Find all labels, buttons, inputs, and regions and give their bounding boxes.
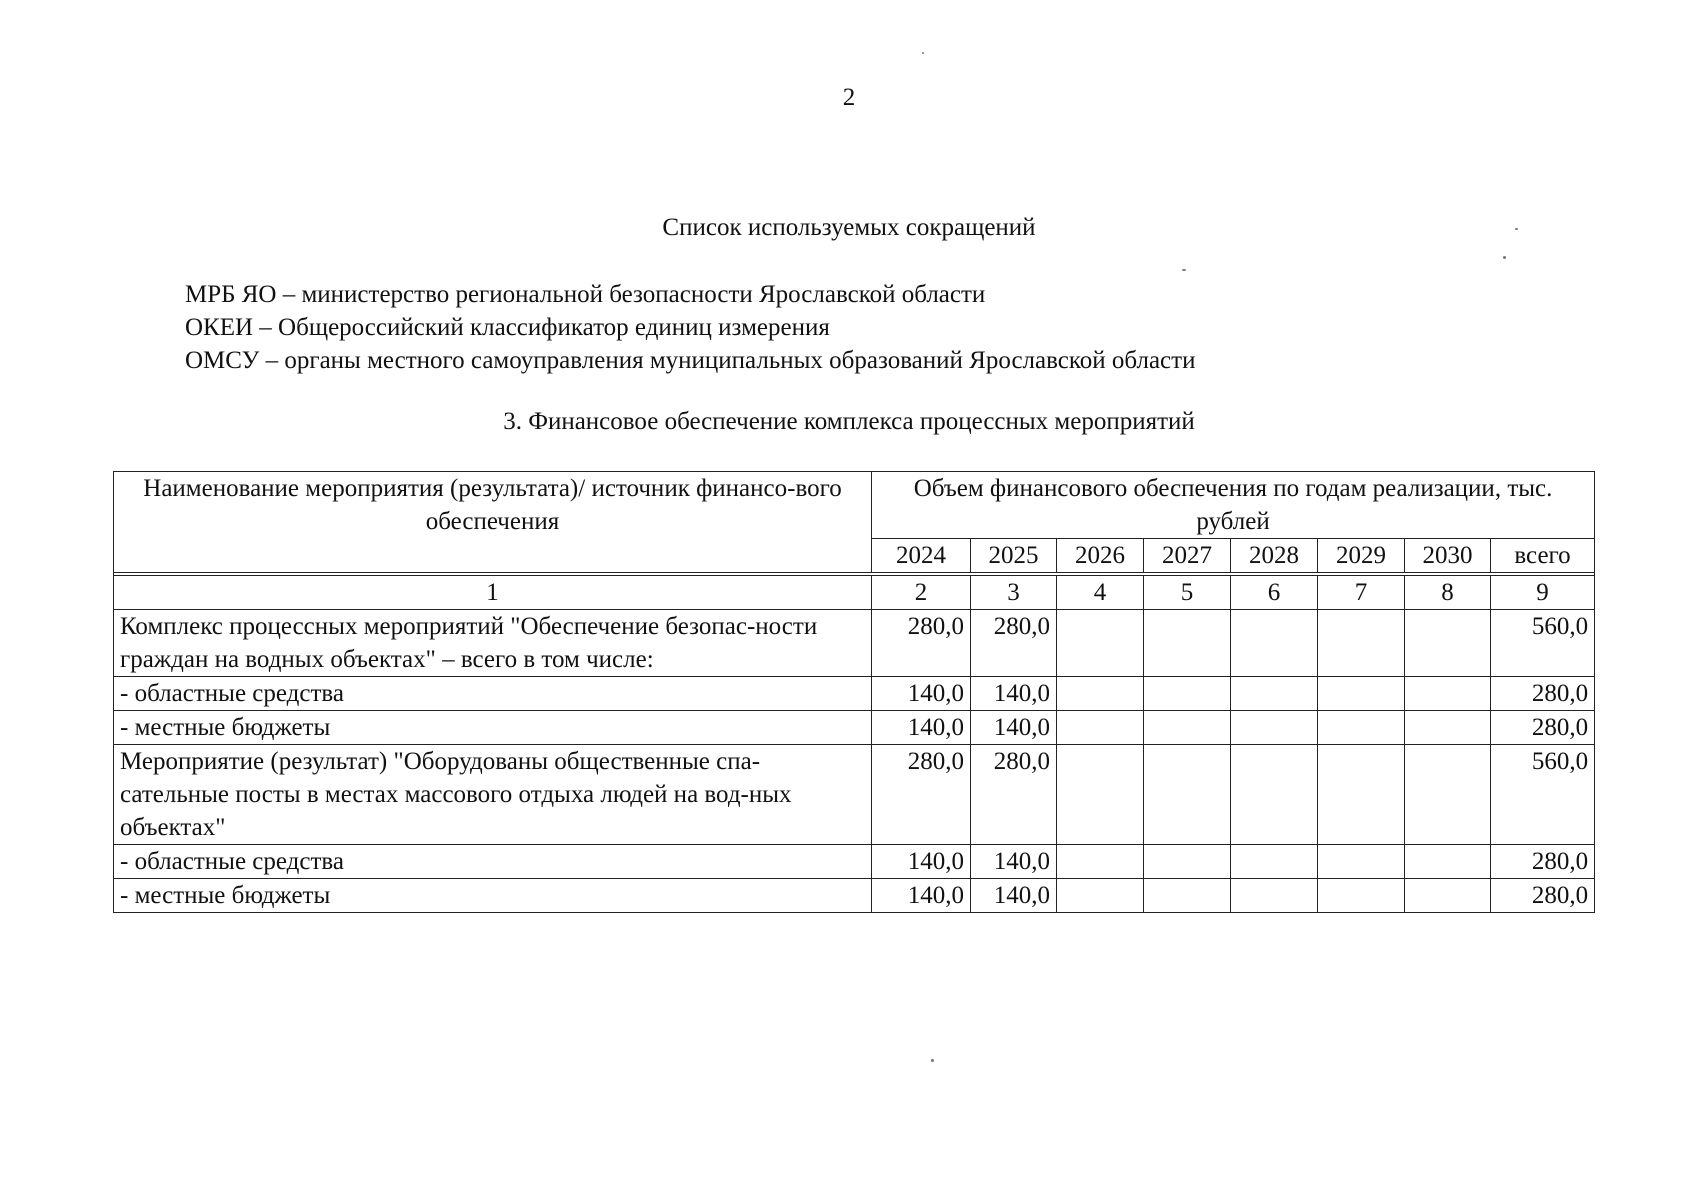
value-cell — [1057, 610, 1144, 677]
value-cell: 140,0 — [971, 677, 1057, 711]
scan-speck — [931, 1059, 934, 1062]
value-cell: 140,0 — [971, 845, 1057, 879]
value-cell — [1405, 879, 1491, 913]
value-cell: 280,0 — [872, 745, 971, 845]
column-number-cell: 3 — [971, 576, 1057, 610]
year-cell: 2025 — [971, 539, 1057, 573]
value-cell: 560,0 — [1491, 610, 1595, 677]
year-cell: всего — [1491, 539, 1595, 573]
value-cell — [1057, 845, 1144, 879]
column-number-cell: 5 — [1144, 576, 1231, 610]
value-cell: 140,0 — [872, 845, 971, 879]
value-cell — [1318, 879, 1405, 913]
value-cell: 140,0 — [872, 677, 971, 711]
year-cell: 2026 — [1057, 539, 1144, 573]
year-cell: 2028 — [1231, 539, 1318, 573]
value-cell: 280,0 — [971, 745, 1057, 845]
page-number: 2 — [842, 84, 856, 111]
scan-speck — [1515, 228, 1518, 230]
value-cell — [1405, 677, 1491, 711]
value-cell — [1144, 610, 1231, 677]
value-cell: 280,0 — [971, 610, 1057, 677]
scan-speck — [1503, 256, 1506, 259]
year-cell: 2030 — [1405, 539, 1491, 573]
value-cell — [1318, 845, 1405, 879]
value-cell — [1057, 677, 1144, 711]
column-number-cell: 4 — [1057, 576, 1144, 610]
table-row — [114, 711, 1595, 745]
value-cell — [1144, 711, 1231, 745]
row-name-cell: - областные средства — [114, 845, 872, 879]
value-cell: 140,0 — [872, 711, 971, 745]
column-number-cell: 2 — [872, 576, 971, 610]
column-number-cell: 1 — [114, 576, 872, 610]
column-number-cell: 6 — [1231, 576, 1318, 610]
table-row — [114, 879, 1595, 913]
value-cell: 140,0 — [872, 879, 971, 913]
row-name-cell: Комплекс процессных мероприятий "Обеспечение безопас-ности граждан на водных объектах" – всего в том числе: — [114, 610, 872, 677]
column-number-cell: 9 — [1491, 576, 1595, 610]
table-row — [114, 610, 1595, 677]
value-cell — [1144, 745, 1231, 845]
value-cell — [1318, 711, 1405, 745]
year-cell: 2024 — [872, 539, 971, 573]
header-volume-cell: Объем финансового обеспечения по годам реализации, тыс. рублей — [872, 472, 1595, 539]
abbreviations-list — [185, 278, 1195, 377]
value-cell — [1057, 745, 1144, 845]
value-cell: 280,0 — [1491, 711, 1595, 745]
scan-speck — [1182, 269, 1186, 271]
value-cell: 280,0 — [1491, 879, 1595, 913]
value-cell — [1405, 845, 1491, 879]
value-cell — [1318, 745, 1405, 845]
value-cell — [1231, 711, 1318, 745]
value-cell — [1231, 745, 1318, 845]
table-row — [114, 677, 1595, 711]
row-name-cell: - областные средства — [114, 677, 872, 711]
scan-speck — [922, 52, 924, 54]
column-numbers-row — [114, 576, 1595, 610]
value-cell — [1231, 677, 1318, 711]
table-row — [114, 745, 1595, 845]
row-name-cell: - местные бюджеты — [114, 879, 872, 913]
abbreviation-item: ОКЕИ – Общероссийский классификатор единиц измерения — [185, 314, 830, 341]
value-cell — [1405, 610, 1491, 677]
header-name-cell: Наименование мероприятия (результата)/ источник финансо-вого обеспечения — [114, 472, 872, 573]
abbreviation-item: МРБ ЯО – министерство региональной безопасности Ярославской области — [185, 281, 986, 308]
value-cell: 280,0 — [1491, 845, 1595, 879]
value-cell — [1144, 677, 1231, 711]
value-cell — [1231, 879, 1318, 913]
year-cell: 2027 — [1144, 539, 1231, 573]
value-cell — [1318, 677, 1405, 711]
value-cell — [1231, 845, 1318, 879]
abbreviation-item: ОМСУ – органы местного самоуправления муниципальных образований Ярославской области — [185, 347, 1196, 374]
value-cell: 560,0 — [1491, 745, 1595, 845]
row-name-cell: Мероприятие (результат) "Оборудованы общественные спа-сательные посты в местах массового отдыха людей на вод-ных объектах" — [114, 745, 872, 845]
value-cell — [1144, 879, 1231, 913]
value-cell — [1057, 879, 1144, 913]
value-cell — [1057, 711, 1144, 745]
table-header-row — [114, 472, 1595, 539]
financing-table — [113, 471, 1595, 913]
value-cell: 280,0 — [872, 610, 971, 677]
value-cell — [1144, 845, 1231, 879]
column-number-cell: 7 — [1318, 576, 1405, 610]
value-cell — [1405, 745, 1491, 845]
year-cell: 2029 — [1318, 539, 1405, 573]
table-row — [114, 845, 1595, 879]
value-cell — [1318, 610, 1405, 677]
abbreviations-title: Список используемых сокращений — [662, 214, 1036, 241]
section-title: 3. Финансовое обеспечение комплекса процессных мероприятий — [503, 408, 1195, 435]
column-number-cell: 8 — [1405, 576, 1491, 610]
row-name-cell: - местные бюджеты — [114, 711, 872, 745]
value-cell: 280,0 — [1491, 677, 1595, 711]
value-cell: 140,0 — [971, 879, 1057, 913]
value-cell: 140,0 — [971, 711, 1057, 745]
value-cell — [1405, 711, 1491, 745]
value-cell — [1231, 610, 1318, 677]
